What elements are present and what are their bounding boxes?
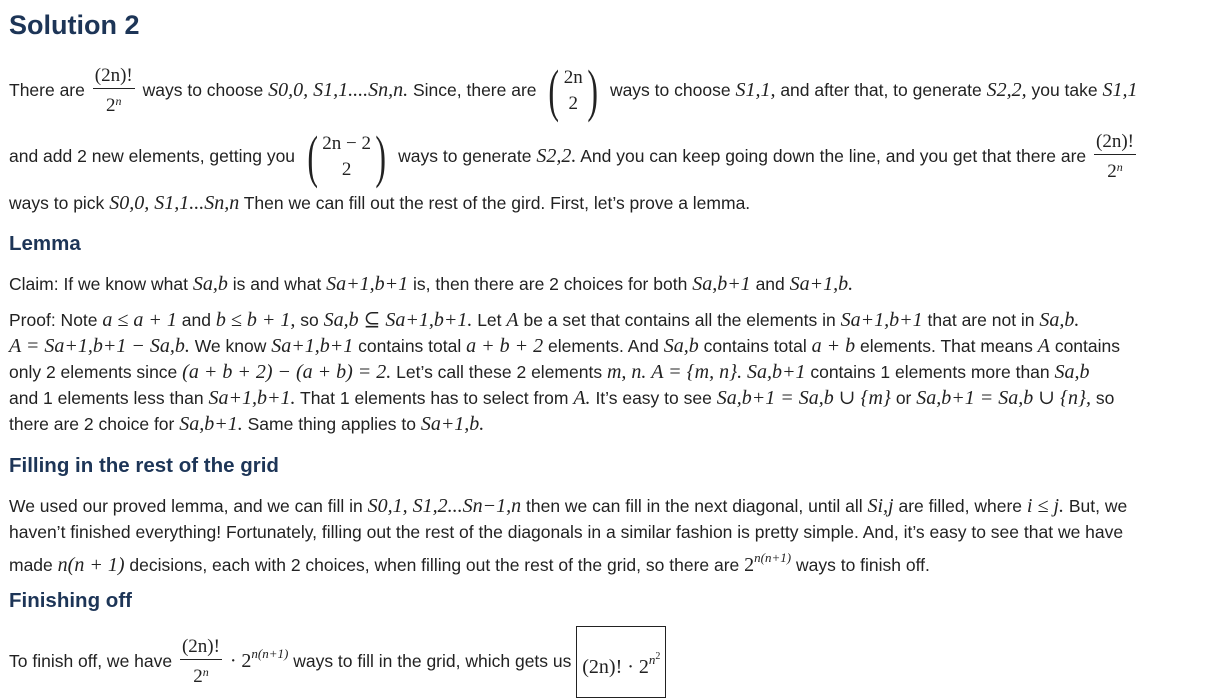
denominator-exponent: n [1116, 160, 1123, 175]
text: so [1095, 388, 1115, 408]
math-s-ab1: Sa,b+1. [179, 413, 243, 435]
text: that are not in [927, 310, 1035, 330]
math-s-ab: Sa,b [1054, 361, 1090, 383]
proof-line-5 [9, 413, 484, 435]
math-a: A [1037, 335, 1050, 357]
math-s11: S1,1, [735, 79, 776, 101]
text: Proof: Note [9, 310, 98, 330]
text: and [755, 274, 785, 294]
math-s-diagonal: S0,1, S1,2...Sn−1,n [367, 495, 522, 517]
text: are filled, where [898, 496, 1023, 516]
text: be a set that contains all the elements in [523, 310, 836, 330]
text: We know [194, 336, 267, 356]
text: contains total [703, 336, 807, 356]
text: To finish off, we have [9, 651, 173, 671]
text: elements. That means [860, 336, 1033, 356]
answer-exponent [649, 652, 661, 667]
text: is and what [232, 274, 322, 294]
text: ways to finish off. [795, 555, 930, 575]
math-s-a1b1: Sa+1,b+1 [271, 335, 354, 357]
math-s-a1b: Sa+1,b. [789, 273, 854, 295]
proof-line-2 [9, 335, 1120, 357]
text: And you can keep going down the line, and you get that there are [580, 146, 1087, 166]
fill-line-3 [9, 547, 930, 576]
denominator-base: 2 [1107, 161, 1117, 183]
fill-line-1 [9, 495, 1127, 517]
power-exponent: n(n+1) [251, 646, 289, 661]
text: There are [9, 80, 85, 100]
fraction-denominator [93, 89, 135, 118]
text: and add 2 new elements, getting you [9, 146, 296, 166]
text: there are 2 choice for [9, 414, 175, 434]
boxed-answer [576, 626, 666, 698]
left-paren: ( [307, 124, 318, 190]
fraction-2n-factorial-over-2n [1094, 130, 1136, 184]
proof-line-3 [9, 361, 1090, 383]
answer-exponent-power: 2 [655, 651, 661, 663]
math-equation: (a + b + 2) − (a + b) = 2. [182, 361, 392, 383]
math-s-a1b1: Sa+1,b+1 [840, 309, 923, 331]
math-s11: S1,1 [1102, 79, 1138, 101]
text: only 2 elements since [9, 362, 178, 382]
page-title: Solution 2 [9, 10, 140, 40]
math-sum: a + b + 2 [466, 335, 544, 357]
heading-finishing: Finishing off [9, 589, 132, 612]
fraction-2n-factorial-over-2n [93, 64, 135, 118]
heading-filling: Filling in the rest of the grid [9, 454, 279, 477]
math-power-of-two [744, 550, 792, 576]
binomial-2n-minus-2-choose-2 [303, 124, 390, 190]
text: you take [1031, 80, 1098, 100]
binomial-stack [322, 131, 371, 183]
multiply-dot: · [229, 650, 237, 672]
fraction-numerator: (2n)! [1094, 130, 1136, 155]
text: ways to generate [398, 146, 532, 166]
text: That 1 elements has to select from [300, 388, 569, 408]
math-inequality: b ≤ b + 1, [215, 309, 296, 331]
text: and 1 elements less than [9, 388, 204, 408]
fraction-denominator [180, 660, 222, 689]
intro-line-3 [9, 192, 750, 214]
math-s-a1b1: Sa+1,b+1. [208, 387, 296, 409]
power-base: 2 [744, 554, 755, 576]
math-s-ab: Sa,b. [1039, 309, 1080, 331]
left-paren: ( [548, 58, 560, 124]
math-n-times-n-plus-1: n(n + 1) [57, 554, 125, 576]
proof-line-1 [9, 309, 1079, 331]
math-union-m: Sa,b+1 = Sa,b ∪ {m} [716, 387, 891, 409]
fraction-numerator: (2n)! [93, 64, 135, 89]
math-s-ij: Si,j [867, 495, 894, 517]
fraction-2n-factorial-over-2n [180, 635, 222, 689]
right-paren: ) [587, 58, 598, 124]
text: decisions, each with 2 choices, when filling out the rest of the grid, so there are [129, 555, 740, 575]
text: Let’s call these 2 elements [396, 362, 603, 382]
text: ways to choose [142, 80, 264, 100]
math-sum: a + b [811, 335, 856, 357]
proof-line-4 [9, 387, 1114, 409]
answer-base: (2n)! · 2 [582, 656, 649, 679]
math-s-ab1: Sa,b+1 [746, 361, 806, 383]
binomial-2n-choose-2 [544, 58, 602, 124]
text: Since, there are [412, 80, 537, 100]
power-base: 2 [241, 650, 252, 672]
text: Same thing applies to [247, 414, 416, 434]
text: It’s easy to see [595, 388, 712, 408]
math-s-ab: Sa,b [192, 273, 228, 295]
denominator-exponent: n [202, 665, 209, 680]
claim-line [9, 273, 853, 295]
math-s-ab: Sa,b [663, 335, 699, 357]
power-exponent: n(n+1) [754, 550, 792, 565]
text: But, we [1068, 496, 1128, 516]
binomial-top: 2n − 2 [322, 133, 371, 155]
text: Claim: If we know what [9, 274, 188, 294]
heading-lemma: Lemma [9, 232, 81, 255]
intro-line-2 [9, 124, 1139, 190]
text: contains [1054, 336, 1121, 356]
text: Then we can fill out the rest of the gird. First, let’s prove a lemma. [243, 193, 751, 213]
denominator-base: 2 [105, 95, 116, 117]
math-s-a1b: Sa+1,b. [420, 413, 485, 435]
text: and after that, to generate [780, 80, 982, 100]
math-union-n: Sa,b+1 = Sa,b ∪ {n}, [916, 387, 1091, 409]
fill-line-2: haven’t finished everything! Fortunately, filling out the rest of the diagonals in a similar fashion is pretty simple. And, it’s easy to see that we have [9, 522, 1124, 542]
text: is, then there are 2 choices for both [412, 274, 688, 294]
text: ways to choose [609, 80, 731, 100]
math-inequality: a ≤ a + 1 [102, 309, 177, 331]
text: contains total [358, 336, 462, 356]
math-m-n: m, n. [606, 361, 647, 383]
text: then we can fill in the next diagonal, until all [526, 496, 863, 516]
right-paren: ) [375, 124, 386, 190]
math-s-sequence: S0,0, S1,1....Sn,n. [268, 79, 409, 101]
binomial-bottom: 2 [341, 159, 352, 181]
math-s-a1b1: Sa+1,b+1 [326, 273, 409, 295]
text: elements. And [548, 336, 659, 356]
math-i-le-j: i ≤ j. [1026, 495, 1064, 517]
math-a: A. [573, 387, 591, 409]
binomial-top: 2n [563, 67, 583, 89]
text: so [300, 310, 319, 330]
math-s22: S2,2. [536, 145, 577, 167]
binomial-stack [564, 65, 583, 117]
text: We used our proved lemma, and we can fill in [9, 496, 363, 516]
fraction-denominator [1094, 155, 1136, 184]
text: ways to pick [9, 193, 105, 213]
text: or [895, 388, 912, 408]
math-power-of-two [241, 646, 289, 672]
math-set-difference: A = Sa+1,b+1 − Sa,b. [9, 335, 190, 357]
text: Let [477, 310, 502, 330]
intro-line-1 [9, 58, 1138, 124]
text: ways to fill in the grid, which gets us [293, 651, 572, 671]
answer-exponent-base: n [648, 652, 656, 668]
binomial-bottom: 2 [568, 93, 578, 115]
denominator-exponent: n [115, 94, 122, 109]
text: and [181, 310, 211, 330]
math-set-a: A = {m, n}. [651, 361, 743, 383]
math-subset: Sa,b ⊆ Sa+1,b+1. [323, 309, 473, 331]
denominator-base: 2 [193, 666, 203, 688]
math-s-ab1: Sa,b+1 [692, 273, 751, 295]
math-s-sequence: S0,0, S1,1...Sn,n [109, 192, 240, 214]
math-a: A [506, 309, 519, 331]
text: made [9, 555, 53, 575]
finish-line [9, 626, 666, 698]
math-s22: S2,2, [986, 79, 1027, 101]
text: contains 1 elements more than [810, 362, 1050, 382]
fraction-numerator: (2n)! [180, 635, 222, 660]
